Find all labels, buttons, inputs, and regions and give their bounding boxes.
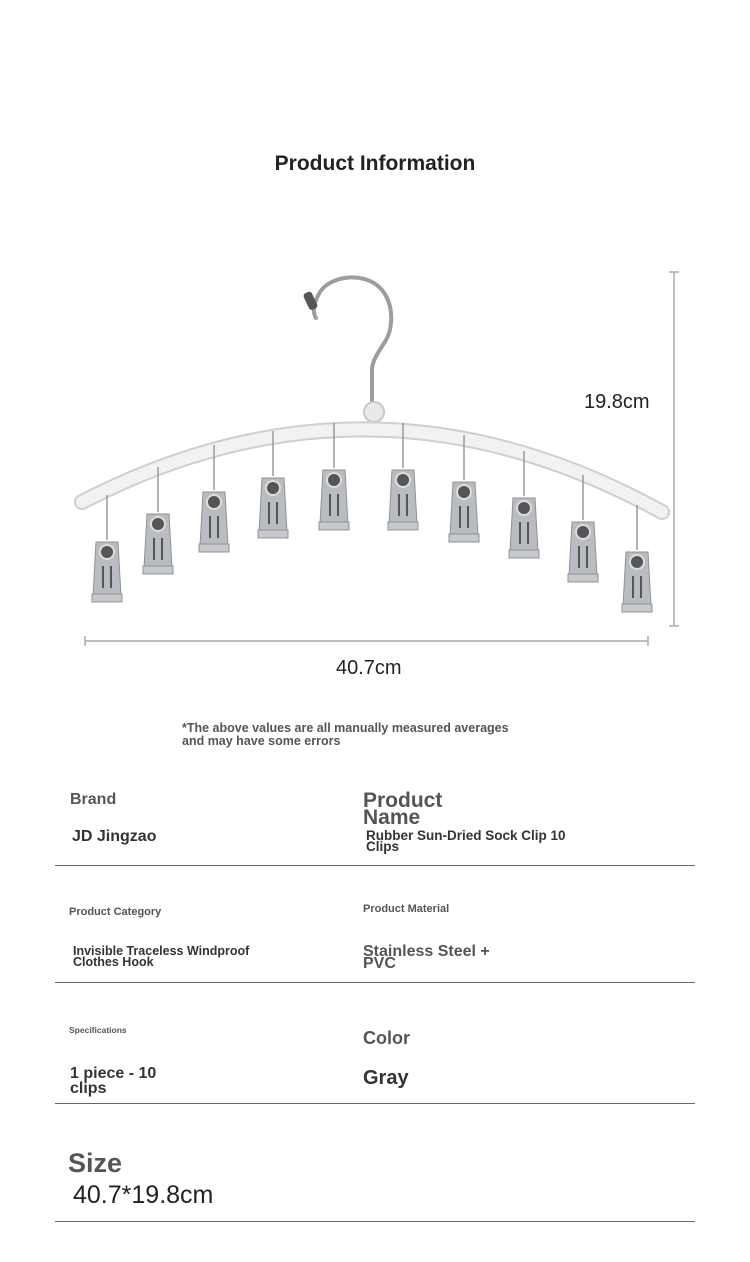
clip [319, 423, 349, 530]
product-name-value: Rubber Sun-Dried Sock Clip 10 Clips [366, 828, 566, 854]
material-value: Stainless Steel + PVC [363, 943, 490, 972]
hook-joint [364, 402, 384, 422]
clips [92, 423, 652, 612]
material-label: Product Material [363, 903, 450, 915]
measurement-note: *The above values are all manually measured averages and may have some errors [182, 721, 509, 748]
divider [55, 865, 695, 866]
size-value: 40.7*19.8cm [73, 1181, 214, 1209]
size-label: Size [68, 1148, 123, 1178]
category-label: Product Category [69, 906, 162, 918]
hook [314, 277, 391, 402]
clip [449, 435, 479, 542]
category-value: Invisible Traceless Windproof Clothes Hook [73, 944, 250, 969]
divider [55, 1103, 695, 1104]
specifications-value: 1 piece - 10 clips [70, 1065, 157, 1097]
height-label: 19.8cm [584, 391, 650, 413]
brand-label: Brand [70, 791, 117, 808]
page-title: Product Information [274, 152, 476, 175]
clip [509, 451, 539, 558]
clip [568, 475, 598, 582]
specifications-label: Specifications [69, 1025, 127, 1035]
width-label: 40.7cm [336, 657, 402, 679]
divider [55, 1221, 695, 1222]
clip [92, 495, 122, 602]
clip [143, 467, 173, 574]
brand-value: JD Jingzao [72, 828, 157, 845]
product-name-label: Product Name [363, 789, 443, 829]
clip [622, 505, 652, 612]
divider [55, 982, 695, 983]
color-value: Gray [363, 1067, 409, 1089]
clip [258, 431, 288, 538]
color-label: Color [363, 1028, 410, 1048]
